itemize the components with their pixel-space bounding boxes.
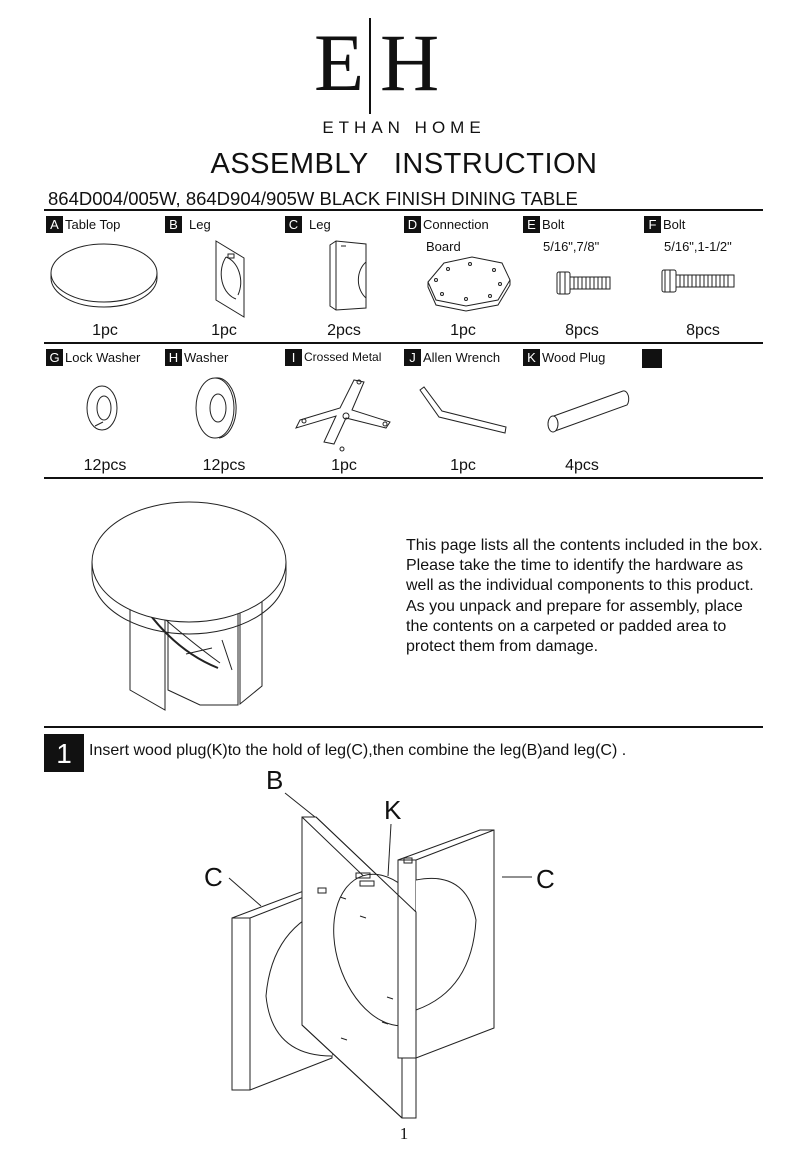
part-name: Bolt — [663, 217, 686, 232]
lock-washer-icon — [87, 386, 117, 430]
part-tag: H — [165, 349, 182, 366]
part-name: Bolt — [542, 217, 565, 232]
part-name: Leg — [309, 217, 331, 232]
empty-part-slot — [642, 349, 662, 368]
part-j-qty: 1pc — [450, 457, 476, 474]
part-spec: 5/16",1-1/2" — [664, 239, 732, 254]
part-g-label — [46, 349, 164, 367]
page-title: ASSEMBLY INSTRUCTION — [210, 148, 598, 180]
brand-name: ETHAN HOME — [322, 118, 486, 137]
leg-c-icon — [330, 241, 366, 310]
part-f-qty: 8pcs — [686, 322, 720, 339]
part-k-qty: 4pcs — [565, 457, 599, 474]
part-i-label — [285, 349, 403, 367]
part-tag: K — [523, 349, 540, 366]
wood-plug-icon — [548, 391, 629, 432]
part-c-qty: 2pcs — [327, 322, 361, 339]
product-subtitle: 864D004/005W, 864D904/905W BLACK FINISH DINING TABLE — [48, 188, 578, 209]
divider-row1 — [44, 342, 763, 344]
part-name: Wood Plug — [542, 350, 606, 365]
connection-board-icon — [428, 257, 510, 311]
assembled-table-illustration — [92, 502, 286, 710]
part-name: Crossed Metal — [304, 350, 382, 364]
part-tag: E — [523, 216, 540, 233]
part-tag: D — [404, 216, 421, 233]
part-name: Connection — [423, 217, 489, 232]
part-h-label — [165, 349, 283, 367]
crossed-metal-icon — [296, 380, 390, 451]
part-j-label — [404, 349, 522, 367]
part-tag: I — [285, 349, 302, 366]
part-g-qty: 12pcs — [83, 457, 127, 474]
part-tag: C — [285, 216, 302, 233]
part-spec: 5/16",7/8" — [543, 239, 600, 254]
allen-wrench-icon — [420, 387, 506, 433]
logo-letter-e: E — [314, 17, 365, 108]
part-i-qty: 1pc — [331, 457, 357, 474]
table-top-icon — [51, 244, 157, 307]
part-h-qty: 12pcs — [202, 457, 246, 474]
part-spec: Board — [426, 239, 461, 254]
part-tag: G — [46, 349, 63, 366]
part-e-qty: 8pcs — [565, 322, 599, 339]
washer-icon — [196, 378, 236, 438]
part-name: Allen Wrench — [423, 350, 501, 365]
intro-paragraph: This page lists all the contents included in the box. Please take the time to identify the hardware as well as the individual components to this product. As you unpack and prepare for assembly, place the contents on a carpeted or padded area to protect them from damage. — [406, 537, 763, 656]
leg-b-icon — [216, 241, 244, 317]
step-number: 1 — [44, 734, 84, 772]
step1-diagram — [229, 793, 532, 1118]
part-b-qty: 1pc — [211, 322, 237, 339]
part-tag: F — [644, 216, 661, 233]
page-number: 1 — [399, 1124, 409, 1143]
part-tag: A — [46, 216, 63, 233]
part-name: Washer — [184, 350, 229, 365]
part-name: Table Top — [65, 217, 121, 232]
part-k-label — [523, 349, 641, 367]
bolt-long-icon — [662, 270, 734, 292]
callout-b: B — [266, 765, 284, 795]
divider-row2 — [44, 477, 763, 479]
step-instruction: Insert wood plug(K)to the hold of leg(C),then combine the leg(B)and leg(C) . — [89, 742, 627, 759]
part-d-qty: 1pc — [450, 322, 476, 339]
callout-k: K — [384, 795, 402, 825]
bolt-short-icon — [557, 272, 610, 294]
divider-step1 — [44, 726, 763, 728]
part-name: Leg — [189, 217, 211, 232]
callout-c-right: C — [536, 864, 555, 894]
callout-c-left: C — [204, 862, 223, 892]
part-name: Lock Washer — [65, 350, 141, 365]
part-tag: J — [404, 349, 421, 366]
logo-letter-h: H — [380, 17, 440, 108]
part-tag: B — [165, 216, 182, 233]
part-a-qty: 1pc — [92, 322, 118, 339]
